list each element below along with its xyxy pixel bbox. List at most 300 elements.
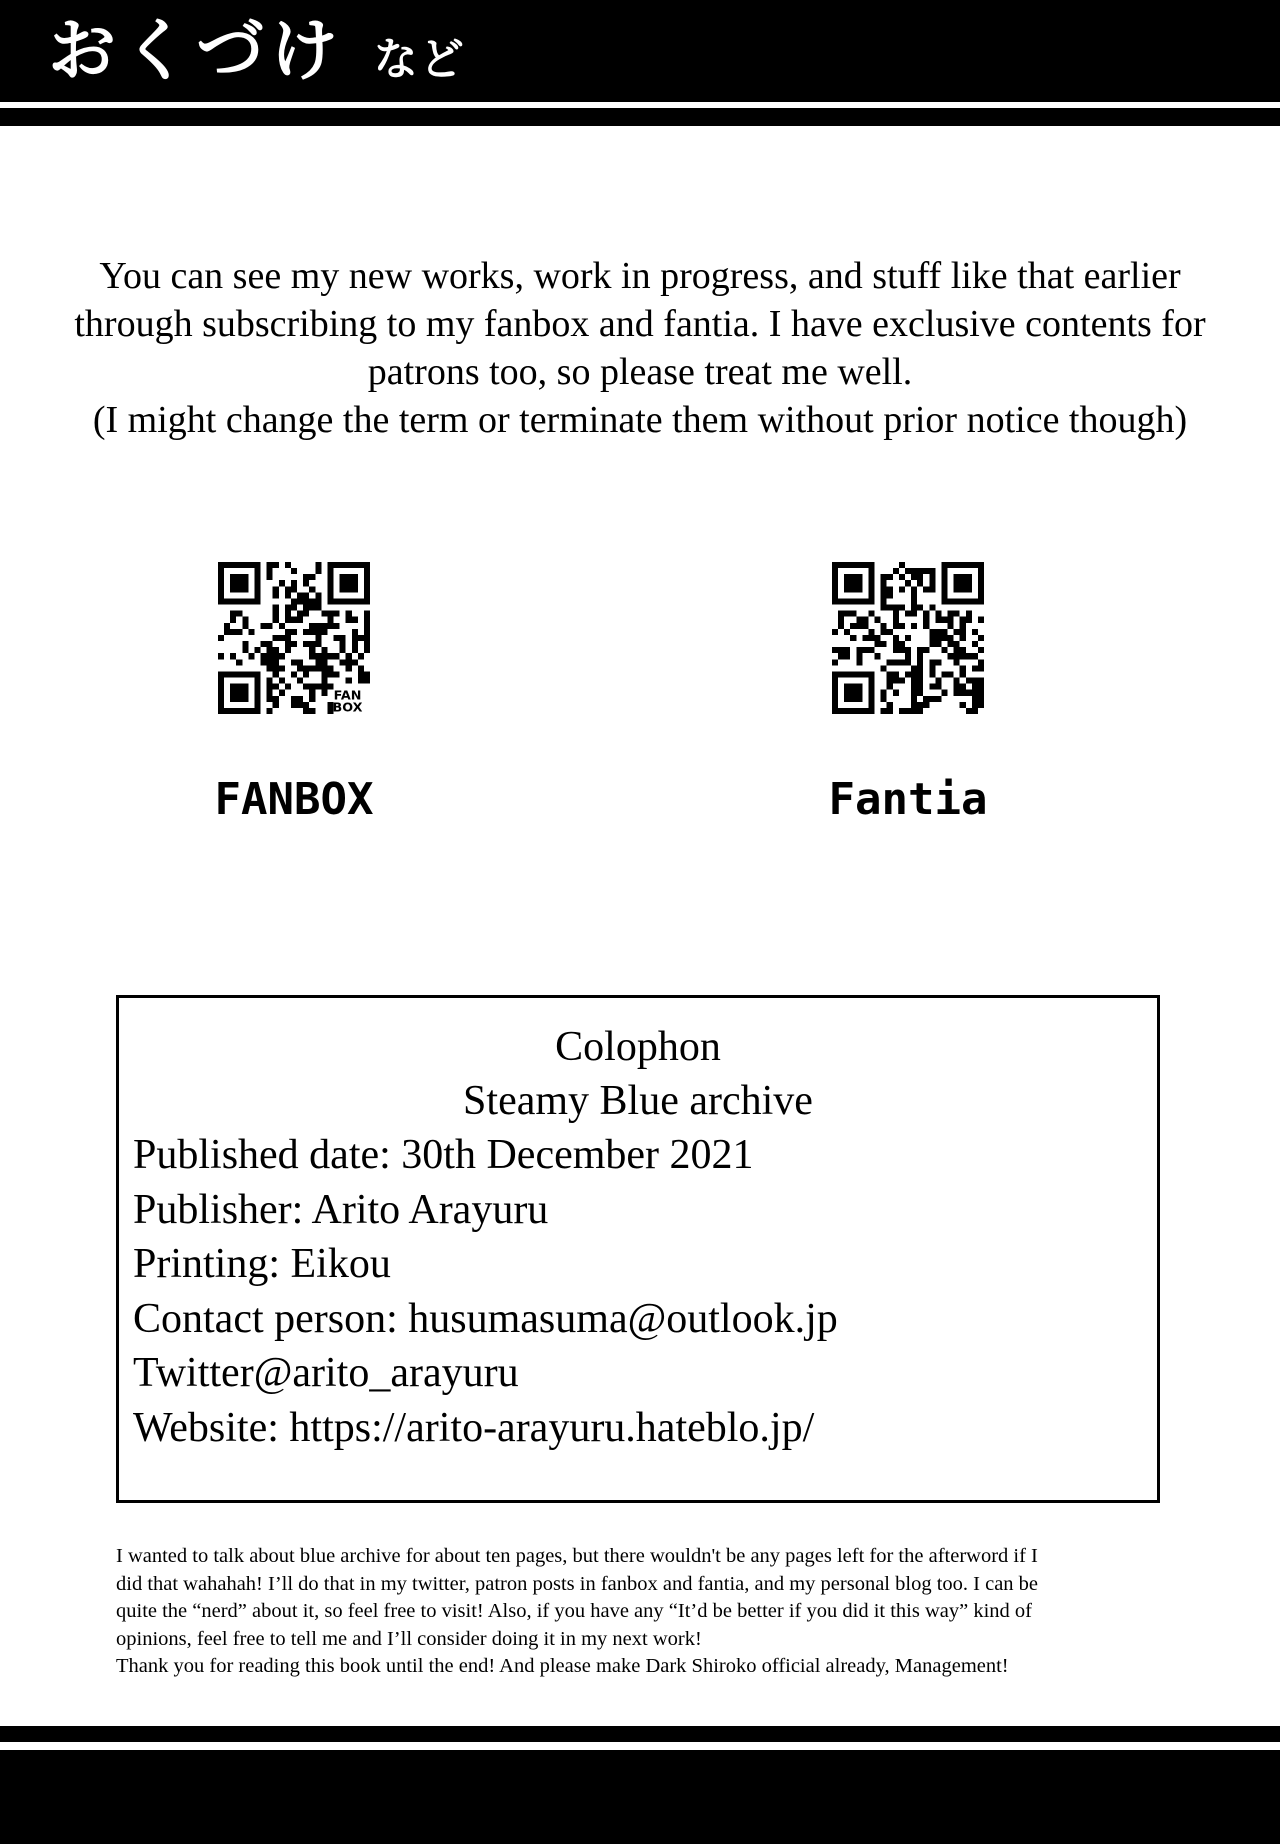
qr-module xyxy=(273,586,279,592)
qr-module xyxy=(941,635,947,641)
qr-module xyxy=(978,635,984,641)
qr-module xyxy=(954,611,960,617)
qr-module xyxy=(838,611,844,617)
qr-module xyxy=(862,635,868,641)
qr-module xyxy=(267,574,273,580)
qr-module xyxy=(966,653,972,659)
qr-module xyxy=(911,690,917,696)
qr-module xyxy=(935,659,941,665)
qr-module xyxy=(966,690,972,696)
qr-module xyxy=(309,696,315,702)
fantia-label: Fantia xyxy=(828,774,988,825)
qr-module xyxy=(923,568,929,574)
qr-module xyxy=(917,647,923,653)
qr-module xyxy=(364,678,370,684)
qr-module xyxy=(960,684,966,690)
qr-module xyxy=(334,671,340,677)
qr-module xyxy=(346,611,352,617)
afterword-line: quite the “nerd” about it, so feel free to visit! Also, if you have any “It’d be better if you did it this way” kind of xyxy=(116,1600,1032,1622)
qr-module xyxy=(267,562,273,568)
qr-module xyxy=(899,678,905,684)
qr-module xyxy=(887,659,893,665)
qr-module xyxy=(948,641,954,647)
qr-module xyxy=(346,665,352,671)
qr-module xyxy=(868,629,874,635)
afterword-line: did that wahahah! I’ll do that in my twitter, patron posts in fanbox and fantia, and my personal blog too. I can be xyxy=(116,1572,1039,1595)
qr-module xyxy=(230,684,248,702)
qr-module xyxy=(303,708,309,714)
qr-module xyxy=(236,629,242,635)
qr-module xyxy=(364,647,370,653)
qr-module xyxy=(960,690,966,696)
qr-module xyxy=(364,611,370,617)
qr-module xyxy=(966,708,972,714)
qr-module xyxy=(303,592,309,598)
qr-module xyxy=(261,653,267,659)
qr-module xyxy=(285,629,291,635)
qr-module xyxy=(352,659,358,665)
qr-module xyxy=(279,653,285,659)
qr-module xyxy=(303,611,309,617)
qr-module xyxy=(844,629,850,635)
qr-module xyxy=(315,568,321,574)
qr-module xyxy=(297,659,303,665)
qr-module xyxy=(893,690,899,696)
qr-module xyxy=(303,629,309,635)
qr-module xyxy=(966,678,972,684)
qr-module xyxy=(881,592,887,598)
qr-module xyxy=(978,684,984,690)
qr-module xyxy=(230,653,236,659)
qr-module xyxy=(887,702,893,708)
qr-module xyxy=(838,617,844,623)
qr-module xyxy=(972,690,978,696)
qr-module xyxy=(285,635,291,641)
qr-module xyxy=(881,623,887,629)
qr-module xyxy=(881,696,887,702)
qr-module xyxy=(832,647,838,653)
qr-module xyxy=(261,641,267,647)
qr-module xyxy=(893,605,899,611)
qr-module xyxy=(905,653,911,659)
qr-module xyxy=(917,568,923,574)
qr-module xyxy=(273,611,279,617)
qr-module xyxy=(327,671,333,677)
qr-module xyxy=(911,671,917,677)
qr-module xyxy=(267,568,273,574)
qr-module xyxy=(911,568,917,574)
qr-module xyxy=(905,647,911,653)
qr-module xyxy=(832,659,838,665)
qr-module xyxy=(303,665,309,671)
qr-module xyxy=(978,702,984,708)
qr-module xyxy=(856,659,862,665)
qr-module xyxy=(309,708,315,714)
qr-module xyxy=(899,641,905,647)
qr-module xyxy=(899,586,905,592)
qr-module xyxy=(267,690,273,696)
qr-module xyxy=(346,659,352,665)
qr-module xyxy=(960,623,966,629)
fantia-qr-code-icon[interactable] xyxy=(832,562,984,714)
qr-module xyxy=(978,659,984,665)
fanbox-qr-block xyxy=(214,562,374,825)
qr-module xyxy=(291,671,297,677)
qr-module xyxy=(309,623,315,629)
qr-module xyxy=(948,623,954,629)
qr-module xyxy=(261,623,267,629)
qr-module xyxy=(358,635,364,641)
qr-module xyxy=(899,562,905,568)
qr-module xyxy=(309,647,315,653)
qr-module xyxy=(905,671,911,677)
qr-module xyxy=(273,635,279,641)
qr-module xyxy=(972,653,978,659)
qr-module xyxy=(285,684,291,690)
qr-module xyxy=(285,617,291,623)
qr-module xyxy=(279,690,285,696)
qr-module xyxy=(923,617,929,623)
qr-module xyxy=(364,635,370,641)
qr-module xyxy=(911,592,917,598)
qr-module xyxy=(309,574,315,580)
qr-module xyxy=(954,678,960,684)
qr-module xyxy=(242,617,248,623)
qr-module xyxy=(291,605,297,611)
fanbox-qr-code-icon[interactable] xyxy=(218,562,370,714)
qr-module xyxy=(917,665,923,671)
qr-module xyxy=(887,684,893,690)
qr-module xyxy=(905,708,911,714)
qr-module xyxy=(267,641,273,647)
qr-module xyxy=(929,635,935,641)
fanbox-badge-text: BOX xyxy=(332,700,363,714)
qr-module xyxy=(285,605,291,611)
qr-module xyxy=(929,574,935,580)
qr-module xyxy=(917,671,923,677)
qr-module xyxy=(273,684,279,690)
qr-module xyxy=(364,671,370,677)
qr-module xyxy=(917,574,923,580)
qr-module xyxy=(960,617,966,623)
qr-module xyxy=(935,678,941,684)
qr-module xyxy=(954,641,960,647)
intro-line: patrons too, so please treat me well. xyxy=(367,351,913,393)
qr-module xyxy=(954,684,960,690)
qr-module xyxy=(899,623,905,629)
qr-module xyxy=(948,653,954,659)
qr-module xyxy=(911,586,917,592)
qr-module xyxy=(273,647,279,653)
qr-module xyxy=(291,641,297,647)
qr-module xyxy=(224,629,230,635)
qr-module xyxy=(893,635,899,641)
qr-module xyxy=(941,629,947,635)
qr-module xyxy=(954,659,960,665)
qr-module xyxy=(273,617,279,623)
colophon-subtitle: Steamy Blue archive xyxy=(463,1078,813,1124)
qr-module xyxy=(297,598,303,604)
qr-module xyxy=(315,653,321,659)
qr-module xyxy=(303,671,309,677)
qr-module xyxy=(960,671,966,677)
qr-module xyxy=(850,635,856,641)
qr-module xyxy=(297,617,303,623)
qr-module xyxy=(893,678,899,684)
qr-module xyxy=(844,574,862,592)
header-divider xyxy=(0,108,1280,126)
qr-module xyxy=(279,580,285,586)
qr-module xyxy=(960,702,966,708)
qr-module xyxy=(911,696,917,702)
qr-module xyxy=(911,598,917,604)
qr-module xyxy=(887,592,893,598)
qr-module xyxy=(279,623,285,629)
qr-module xyxy=(844,647,850,653)
qr-module xyxy=(315,684,321,690)
qr-module xyxy=(960,635,966,641)
qr-module xyxy=(929,629,935,635)
qr-module xyxy=(911,611,917,617)
qr-module xyxy=(911,702,917,708)
qr-module xyxy=(340,647,346,653)
qr-module xyxy=(935,629,941,635)
qr-module xyxy=(291,586,297,592)
qr-module xyxy=(273,671,279,677)
qr-module xyxy=(358,665,364,671)
qr-module xyxy=(881,708,887,714)
qr-module xyxy=(291,617,297,623)
qr-module xyxy=(285,562,291,568)
qr-module xyxy=(948,635,954,641)
fanbox-badge-text: FAN xyxy=(333,688,362,704)
footer-bar xyxy=(0,1750,1280,1844)
qr-module xyxy=(935,684,941,690)
colophon-box xyxy=(116,995,1160,1503)
publisher: Publisher: Arito Arayuru xyxy=(133,1186,549,1233)
qr-module xyxy=(935,696,941,702)
qr-module xyxy=(838,653,844,659)
qr-module xyxy=(346,653,352,659)
qr-module xyxy=(960,629,966,635)
qr-module xyxy=(911,684,917,690)
qr-module xyxy=(291,580,297,586)
afterword-line: opinions, feel free to tell me and I’ll consider doing it in my next work! xyxy=(116,1627,702,1650)
qr-module xyxy=(279,678,285,684)
afterword-line: Thank you for reading this book until the end! And please make Dark Shiroko official already, Management! xyxy=(116,1655,1009,1677)
qr-module xyxy=(899,647,905,653)
qr-module xyxy=(966,617,972,623)
qr-module xyxy=(321,659,327,665)
qr-module xyxy=(844,611,850,617)
qr-module xyxy=(267,659,273,665)
qr-module xyxy=(923,696,929,702)
qr-module xyxy=(856,647,862,653)
qr-module xyxy=(242,623,248,629)
qr-module xyxy=(960,653,966,659)
qr-module xyxy=(838,623,844,629)
qr-module xyxy=(230,611,236,617)
qr-module xyxy=(248,653,254,659)
qr-module xyxy=(917,702,923,708)
qr-module xyxy=(948,617,954,623)
qr-module xyxy=(893,611,899,617)
qr-module xyxy=(273,562,279,568)
qr-module xyxy=(929,696,935,702)
qr-module xyxy=(327,653,333,659)
qr-module xyxy=(948,611,954,617)
qr-module xyxy=(893,623,899,629)
qr-module xyxy=(315,665,321,671)
qr-module xyxy=(978,696,984,702)
page-title-suffix: など xyxy=(373,34,466,85)
qr-module xyxy=(850,623,856,629)
qr-module xyxy=(832,629,838,635)
qr-module xyxy=(881,598,887,604)
qr-module xyxy=(929,580,935,586)
qr-module xyxy=(868,611,874,617)
qr-module xyxy=(303,702,309,708)
qr-module xyxy=(881,641,887,647)
qr-module xyxy=(972,696,978,702)
afterword-text xyxy=(116,1543,1176,1681)
qr-module xyxy=(954,574,972,592)
qr-module xyxy=(352,635,358,641)
qr-module xyxy=(893,647,899,653)
qr-module xyxy=(315,605,321,611)
qr-module xyxy=(346,678,352,684)
qr-module xyxy=(875,653,881,659)
qr-module xyxy=(887,629,893,635)
qr-module xyxy=(972,678,978,684)
qr-module xyxy=(929,641,935,647)
qr-module xyxy=(856,617,862,623)
qr-module xyxy=(273,653,279,659)
colophon-title: Colophon xyxy=(555,1024,721,1070)
qr-module xyxy=(267,684,273,690)
qr-module xyxy=(923,611,929,617)
intro-line: (I might change the term or terminate them without prior notice though) xyxy=(92,399,1188,441)
qr-module xyxy=(911,623,917,629)
qr-module xyxy=(868,647,874,653)
qr-module xyxy=(291,659,297,665)
qr-module xyxy=(978,665,984,671)
qr-module xyxy=(303,641,309,647)
qr-module xyxy=(856,623,862,629)
qr-module xyxy=(911,665,917,671)
qr-module xyxy=(917,690,923,696)
qr-module xyxy=(267,623,273,629)
qr-module xyxy=(905,635,911,641)
qr-module xyxy=(972,641,978,647)
qr-module xyxy=(340,659,346,665)
contact-email: Contact person: husumasuma@outlook.jp xyxy=(133,1295,838,1342)
qr-module xyxy=(327,617,333,623)
qr-module xyxy=(352,629,358,635)
qr-module xyxy=(881,580,887,586)
qr-module xyxy=(327,665,333,671)
qr-module xyxy=(285,611,291,617)
qr-module xyxy=(315,641,321,647)
qr-module xyxy=(972,684,978,690)
qr-module xyxy=(321,653,327,659)
qr-module xyxy=(899,659,905,665)
qr-module xyxy=(267,708,273,714)
qr-module xyxy=(893,641,899,647)
qr-module xyxy=(254,647,260,653)
qr-module xyxy=(321,611,327,617)
intro-line: through subscribing to my fanbox and fantia. I have exclusive contents for xyxy=(74,303,1206,345)
qr-module xyxy=(309,684,315,690)
page-title xyxy=(48,12,466,100)
printing: Printing: Eikou xyxy=(133,1241,391,1287)
qr-module xyxy=(285,641,291,647)
qr-module xyxy=(844,684,862,702)
qr-module xyxy=(954,647,960,653)
qr-module xyxy=(321,665,327,671)
qr-module xyxy=(917,678,923,684)
qr-module xyxy=(893,659,899,665)
qr-module xyxy=(303,605,309,611)
qr-module xyxy=(321,647,327,653)
qr-module xyxy=(327,623,333,629)
qr-module xyxy=(911,708,917,714)
published-date: Published date: 30th December 2021 xyxy=(133,1132,754,1178)
qr-module xyxy=(321,629,327,635)
qr-module xyxy=(868,635,874,641)
qr-module xyxy=(929,665,935,671)
qr-module xyxy=(929,671,935,677)
qr-module xyxy=(236,659,242,665)
qr-module xyxy=(315,629,321,635)
qr-module xyxy=(261,659,267,665)
qr-module xyxy=(297,611,303,617)
qr-module xyxy=(303,684,309,690)
qr-module xyxy=(291,696,297,702)
qr-module xyxy=(887,671,893,677)
qr-module xyxy=(340,641,346,647)
qr-module xyxy=(303,574,309,580)
qr-module xyxy=(923,702,929,708)
qr-module xyxy=(309,665,315,671)
qr-module xyxy=(230,629,236,635)
twitter-handle: Twitter@arito_arayuru xyxy=(133,1350,519,1396)
qr-module xyxy=(315,659,321,665)
qr-module xyxy=(273,592,279,598)
qr-module xyxy=(352,617,358,623)
qr-module xyxy=(291,702,297,708)
qr-module xyxy=(917,605,923,611)
qr-module xyxy=(242,641,248,647)
qr-module xyxy=(303,580,309,586)
qr-module xyxy=(887,678,893,684)
qr-module xyxy=(972,665,978,671)
qr-module xyxy=(948,671,954,677)
qr-module xyxy=(905,568,911,574)
qr-module xyxy=(273,659,279,665)
qr-module xyxy=(267,653,273,659)
qr-module xyxy=(230,574,248,592)
qr-module xyxy=(905,659,911,665)
qr-module xyxy=(911,678,917,684)
qr-module xyxy=(875,617,881,623)
qr-module xyxy=(893,568,899,574)
qr-module xyxy=(321,678,327,684)
qr-module xyxy=(364,623,370,629)
qr-module xyxy=(905,611,911,617)
qr-module xyxy=(267,696,273,702)
qr-module xyxy=(291,568,297,574)
